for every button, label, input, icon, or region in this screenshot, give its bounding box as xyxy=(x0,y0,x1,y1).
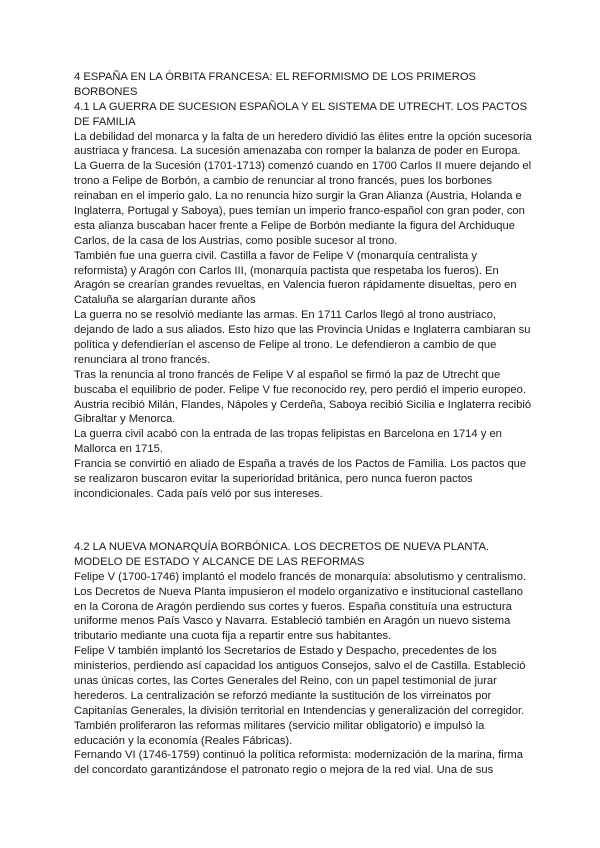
body-line: reinaban en el imperio galo. La no renuncia hizo surgir la Gran Alianza (Austria, Holanda e xyxy=(74,190,522,203)
section-1-title-line-1: 4 ESPAÑA EN LA ÓRBITA FRANCESA: EL REFORMISMO DE LOS PRIMEROS xyxy=(74,71,477,83)
body-line: Inglaterra, Portugal y Saboya), pues temían un imperio franco-español con gran poder, con xyxy=(74,205,525,218)
body-line: Austria recibió Milán, Flandes, Nápoles y Cerdeña, Saboya recibió Sicilia e Inglaterra recibió xyxy=(74,398,532,411)
body-line: en la Corona de Aragón perdiendo sus cortes y fueros. España constituía una estructura xyxy=(74,600,512,613)
section-1-subtitle-line-1: 4.1 LA GUERRA DE SUCESION ESPAÑOLA Y EL SISTEMA DE UTRECHT. LOS PACTOS xyxy=(74,100,528,113)
body-line: Felipe V (1700-1746) implantó el modelo francés de monarquía: absolutismo y centralismo. xyxy=(74,570,527,583)
body-line: Felipe V también implantó los Secretarios de Estado y Despacho, precedentes de los xyxy=(74,645,497,658)
body-line: Aragón se crearían grandes revueltas, en Valencia fueron rápidamente disueltas, pero en xyxy=(74,279,517,292)
body-line: Cataluña se alargarían durante años xyxy=(74,294,256,307)
body-line: educación y la economía (Reales Fábricas). xyxy=(74,734,293,747)
body-line: renunciara al trono francés. xyxy=(74,353,211,366)
body-line: dejando de lado a sus aliados. Esto hizo que las Provincia Unidas e Inglaterra cambiaran su xyxy=(74,324,531,337)
body-line: uniforme menos País Vasco y Navarra. Estableció también en Aragón un nuevo sistema xyxy=(74,615,511,628)
body-line: trono a Felipe de Borbón, a cambio de renunciar al trono francés, pues los borbones xyxy=(74,175,492,188)
body-line: Carlos, de la casa de los Austrias, como posible sucesor al trono. xyxy=(74,234,398,247)
body-line: Capitanías Generales, la división territorial en Intendencias y generalización del corregidor. xyxy=(74,704,525,717)
body-line: Fernando VI (1746-1759) continuó la política reformista: modernización de la marina, firma xyxy=(74,749,523,762)
body-line: reformista) y Aragón con Carlos III, (monarquía pactista que respetaba los fueros). En xyxy=(74,264,499,277)
body-line: incondicionales. Cada país veló por sus intereses. xyxy=(74,487,323,500)
body-line: del concordato garantizándose el patronato regio o mejora de la red vial. Una de sus xyxy=(74,764,494,777)
body-line: política y defendierían el ascenso de Felipe al trono. Le defendieron a cambio de que xyxy=(74,339,497,352)
section-1-subtitle-line-2: DE FAMILIA xyxy=(74,115,136,128)
body-line: Tras la renuncia al trono francés de Felipe V al español se firmó la paz de Utrecht que xyxy=(74,368,501,381)
body-line: Francia se convirtió en aliado de España a través de los Pactos de Familia. Los pactos que xyxy=(74,458,527,471)
body-line: austriaca y francesa. La sucesión amenazaba con romper la balanza de poder en Europa. xyxy=(74,145,521,158)
body-line: Gibraltar y Menorca. xyxy=(74,413,176,426)
body-line: Mallorca en 1715. xyxy=(74,443,163,456)
body-line: se realizaron buscaron evitar la superioridad británica, pero nunca fueron pactos xyxy=(74,473,473,486)
body-line: También fue una guerra civil. Castilla a favor de Felipe V (monarquía centralista y xyxy=(74,249,477,262)
body-line: esta alianza buscaban hacer frente a Felipe de Borbón mediante la figura del Archiduque xyxy=(74,219,515,232)
body-line: ministerios, perdiendo así capacidad los antiguos Consejos, salvo el de Castilla. Estableció xyxy=(74,660,526,673)
body-line: Los Decretos de Nueva Planta impusieron el modelo organizativo e institucional castellano xyxy=(74,585,523,598)
body-line: herederos. La centralización se reforzó mediante la sustitución de los virreinatos por xyxy=(74,689,492,702)
section-2-title-line-2: MODELO DE ESTADO Y ALCANCE DE LAS REFORMAS xyxy=(74,555,365,568)
section-1 xyxy=(74,70,534,502)
section-2 xyxy=(74,540,534,778)
body-line: tributario mediante una cuota fija a repartir entre sus habitantes. xyxy=(74,630,392,643)
body-line: unas únicas cortes, las Cortes Generales del Reino, con un papel testimonial de jurar xyxy=(74,675,497,688)
body-line: La debilidad del monarca y la falta de un heredero dividió las élites entre la opción sucesoria xyxy=(74,130,532,143)
section-1-title-line-2: BORBONES xyxy=(74,85,138,98)
body-line: La guerra no se resolvió mediante las armas. En 1711 Carlos llegó al trono austriaco, xyxy=(74,309,497,322)
body-line: La guerra civil acabó con la entrada de las tropas felipistas en Barcelona en 1714 y en xyxy=(74,428,502,441)
body-line: La Guerra de la Sucesión (1701-1713) comenzó cuando en 1700 Carlos II muere dejando el xyxy=(74,160,532,173)
body-line: buscaba el equilibrio de poder. Felipe V fue reconocido rey, pero perdió el imperio europeo. xyxy=(74,383,526,396)
body-line: También proliferaron las reformas militares (servicio militar obligatorio) e impulsó la xyxy=(74,719,485,732)
section-2-title-line-1: 4.2 LA NUEVA MONARQUÍA BORBÓNICA. LOS DECRETOS DE NUEVA PLANTA. xyxy=(74,541,490,553)
